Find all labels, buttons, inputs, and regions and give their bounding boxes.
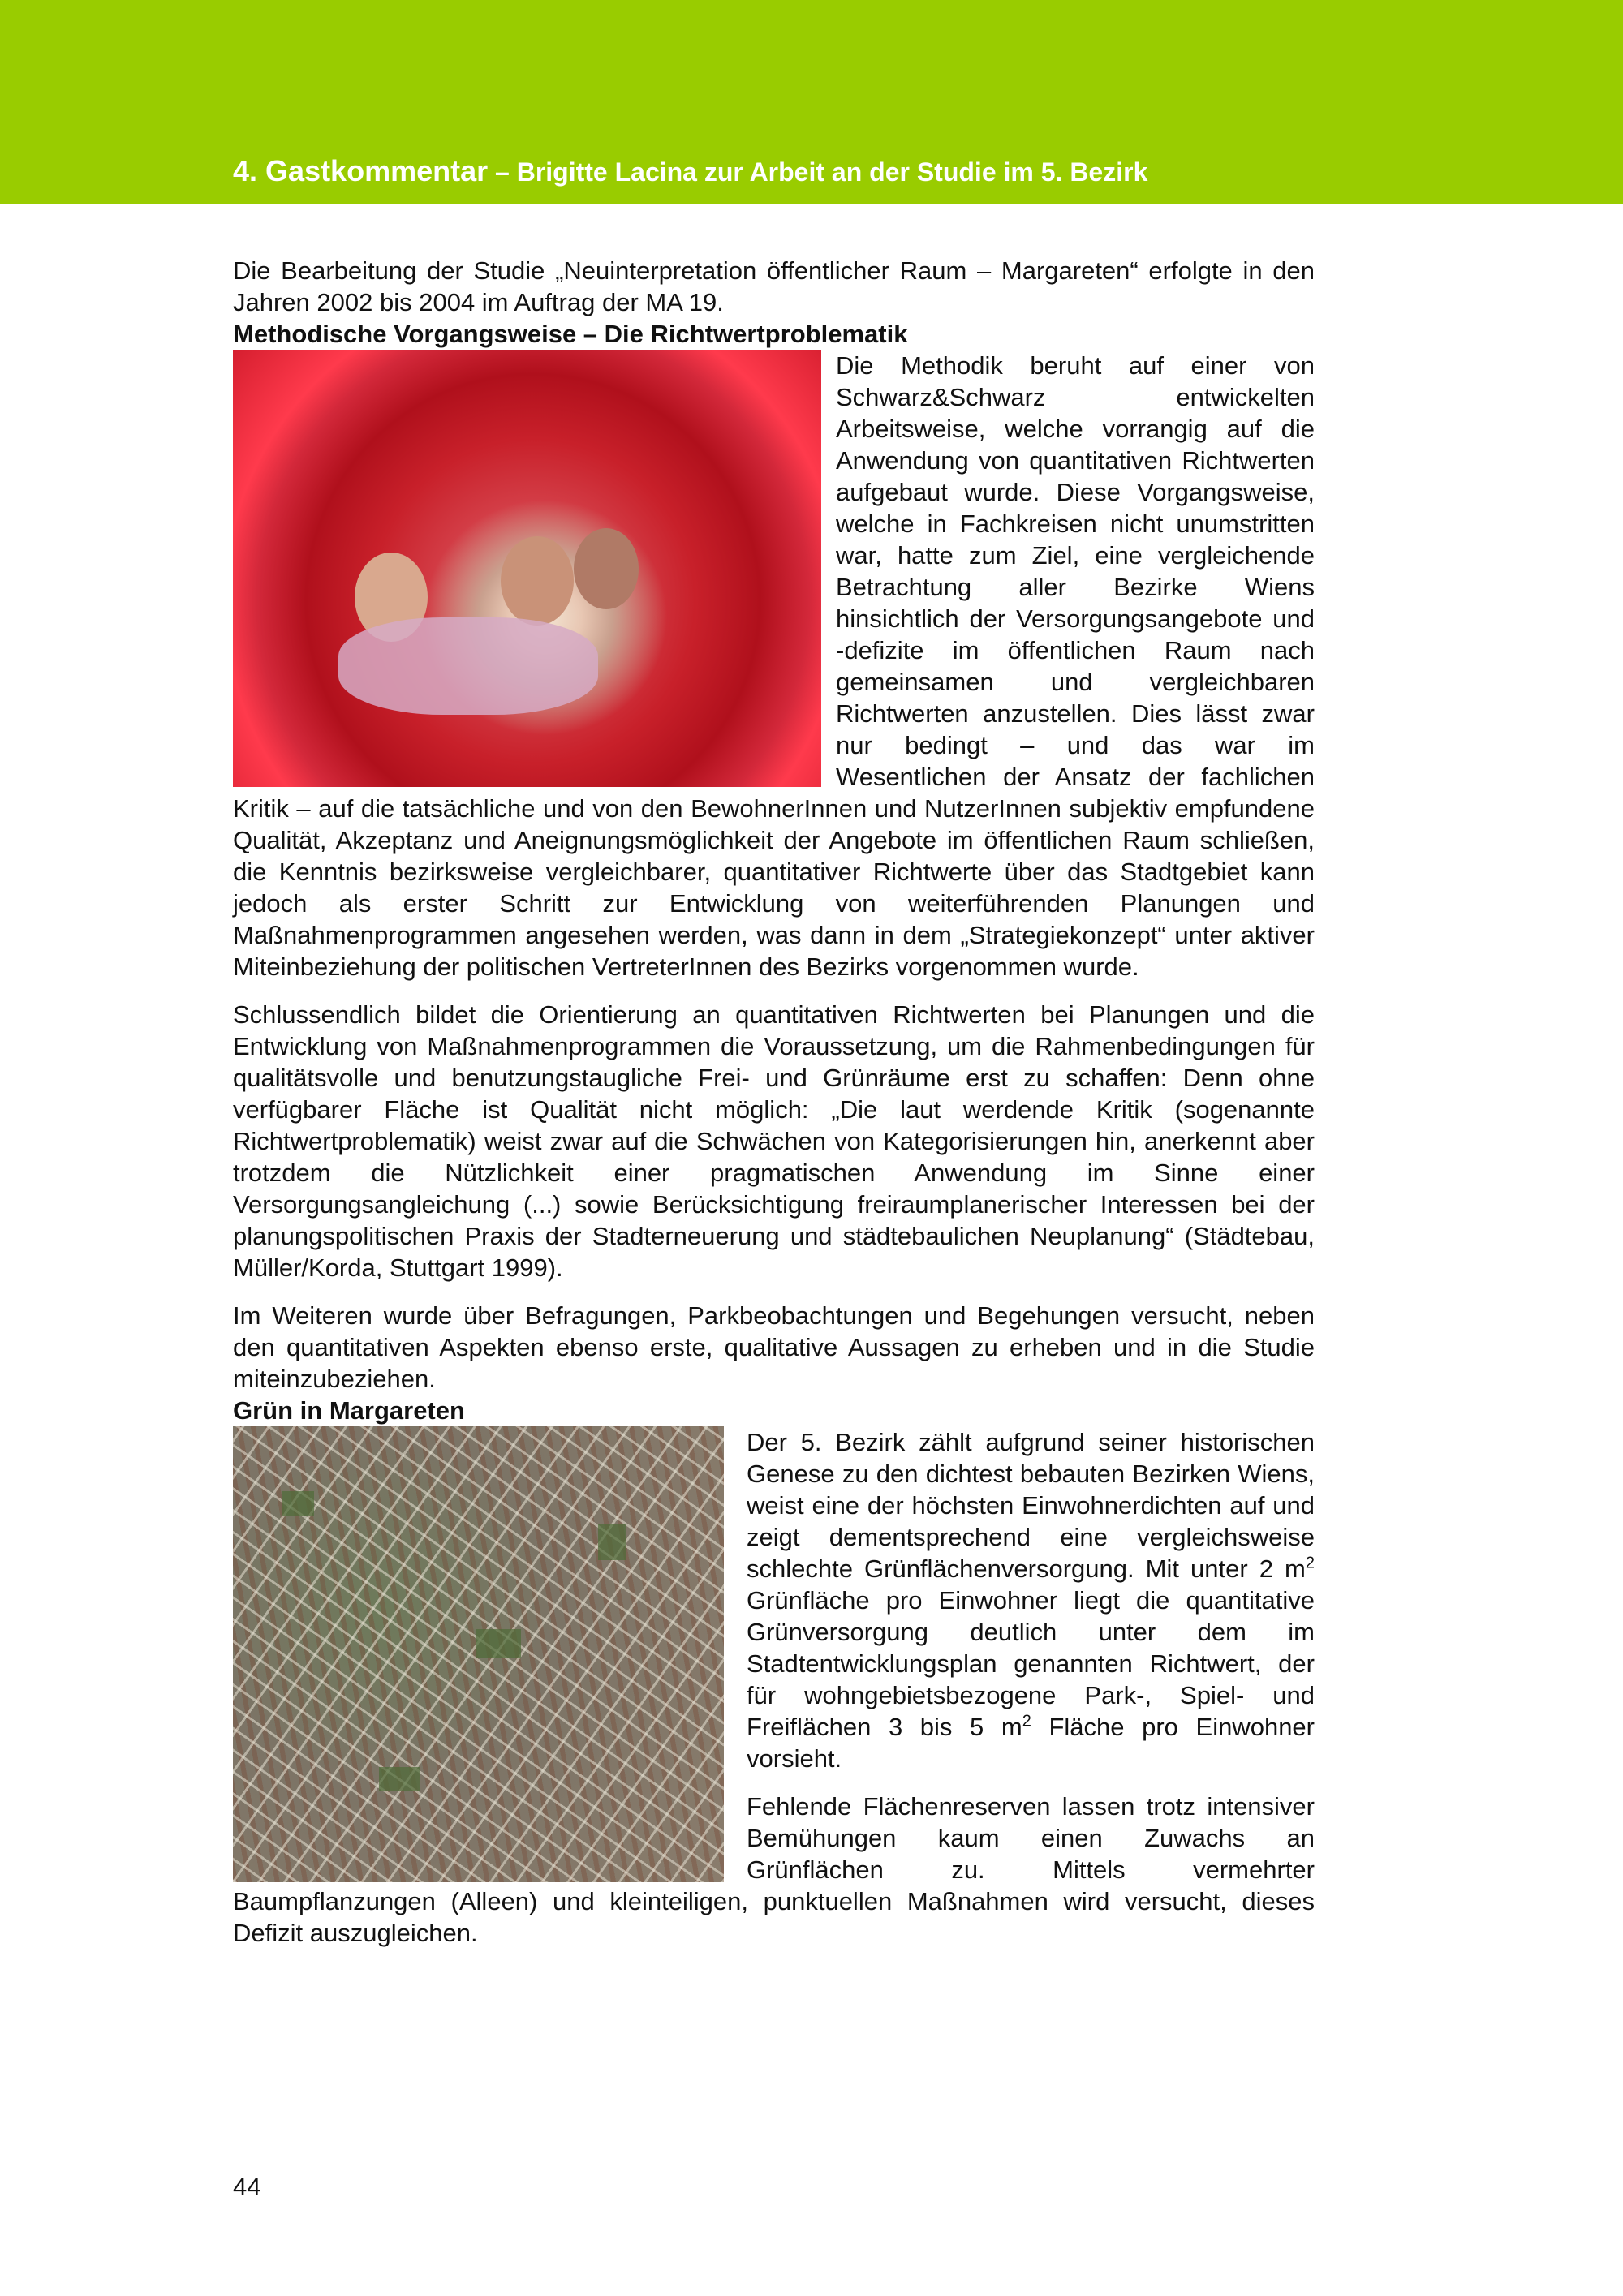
green-paragraph-2: Fehlende Flächenreserven lassen trotz intensiver Bemühungen kaum einen Zuwachs an Grünflächen zu. Mittels vermehrter Baumpflanzungen (Alleen) und kleinteiligen, punktuellen Maßnahmen wird versucht, dieses Defizit auszugleichen. bbox=[233, 1792, 1315, 1947]
child-figure bbox=[338, 617, 598, 715]
chapter-title: 4. Gastkommentar bbox=[233, 154, 489, 187]
park-area bbox=[598, 1524, 626, 1560]
page-title bbox=[233, 154, 1147, 188]
green-paragraph-1: Der 5. Bezirk zählt aufgrund seiner historischen Genese zu den dichtest bebauten Bezirken Wiens, weist eine der höchsten Einwohnerdichten auf und zeigt dementsprechend eine vergleichsweise schlechte Grünflächenversorgung. Mit unter 2 $m^2$ Grünfläche pro Einwohner liegt die quantitative Grünversorgung deutlich unter dem im Stadtentwicklungsplan genannten Richtwert, der für wohngebietsbezogene Park-, Spiel- und Freiflächen 3 bis 5 $m^2$ Fläche pro Einwohner vorsieht. bbox=[747, 1428, 1315, 1773]
park-area bbox=[476, 1629, 521, 1658]
method-heading: Methodische Vorgangsweise – Die Richtwertproblematik bbox=[233, 320, 908, 348]
intro-paragraph: Die Bearbeitung der Studie „Neuinterpretation öffentlicher Raum – Margareten“ erfolgte in den Jahren 2002 bis 2004 im Auftrag der MA 19. bbox=[233, 256, 1315, 316]
main-content bbox=[233, 255, 1315, 1949]
page-number: 44 bbox=[233, 2173, 261, 2201]
method-paragraph-3: Im Weiteren wurde über Befragungen, Parkbeobachtungen und Begehungen versucht, neben den quantitativen Aspekten ebenso erste, qualitative Aussagen zu erheben und in die Studie miteinzubeziehen. bbox=[233, 1301, 1315, 1393]
green-heading: Grün in Margareten bbox=[233, 1396, 465, 1425]
park-area bbox=[379, 1767, 420, 1791]
child-figure bbox=[574, 528, 639, 609]
chapter-subtitle: – Brigitte Lacina zur Arbeit an der Studie im 5. Bezirk bbox=[488, 157, 1148, 187]
method-paragraph-1: Die Methodik beruht auf einer von Schwarz&Schwarz entwickelten Arbeitsweise, welche vorrangig auf die Anwendung von quantitativen Richtwerten aufgebaut wurde. Diese Vorgangsweise, welche in Fachkreisen nicht unumstritten war, hatte zum Ziel, eine vergleichende Betrachtung aller Bezirke Wiens hinsichtlich der Versorgungsangebote und -defizite im öffentlichen Raum nach gemeinsamen und vergleichbaren Richtwerten anzustellen. Dies lässt zwar nur bedingt – und das war im Wesentlichen der Ansatz der fachlichen Kritik – auf die tatsächliche und von den BewohnerInnen und NutzerInnen subjektiv empfundene Qualität, Akzeptanz und Aneignungsmöglichkeit der Angebote im öffentlichen Raum schließen, die Kenntnis bezirksweise vergleichbarer, quantitativer Richtwerte über das Stadtgebiet kann jedoch als erster Schritt zur Entwicklung von weiterführenden Planungen und Maßnahmenprogrammen angesehen werden, was dann in dem „Strategiekonzept“ unter aktiver Miteinbeziehung der politischen VertreterInnen des Bezirks vorgenommen wurde. bbox=[233, 351, 1315, 981]
child-figure bbox=[501, 536, 574, 626]
children-in-slide-tube-photo bbox=[233, 350, 821, 787]
aerial-city-photo bbox=[233, 1426, 724, 1882]
park-area bbox=[282, 1491, 314, 1516]
method-paragraph-2: Schlussendlich bildet die Orientierung an quantitativen Richtwerten bei Planungen und die Entwicklung von Maßnahmenprogrammen die Voraussetzung, um die Rahmenbedingungen für qualitätsvolle und benutzungstaugliche Frei- und Grünräume erst zu schaffen: Denn ohne verfügbarer Fläche ist Qualität nicht möglich: „Die laut werdende Kritik (sogenannte Richtwertproblematik) weist zwar auf die Schwächen von Kategorisierungen hin, anerkennt aber trotzdem die Nützlichkeit einer pragmatischen Anwendung im Sinne einer Versorgungsangleichung (...) sowie Berücksichtigung freiraumplanerischer Interessen bei der planungspolitischen Praxis der Stadterneuerung und städtebaulichen Neuplanung“ (Städtebau, Müller/Korda, Stuttgart 1999). bbox=[233, 1000, 1315, 1282]
